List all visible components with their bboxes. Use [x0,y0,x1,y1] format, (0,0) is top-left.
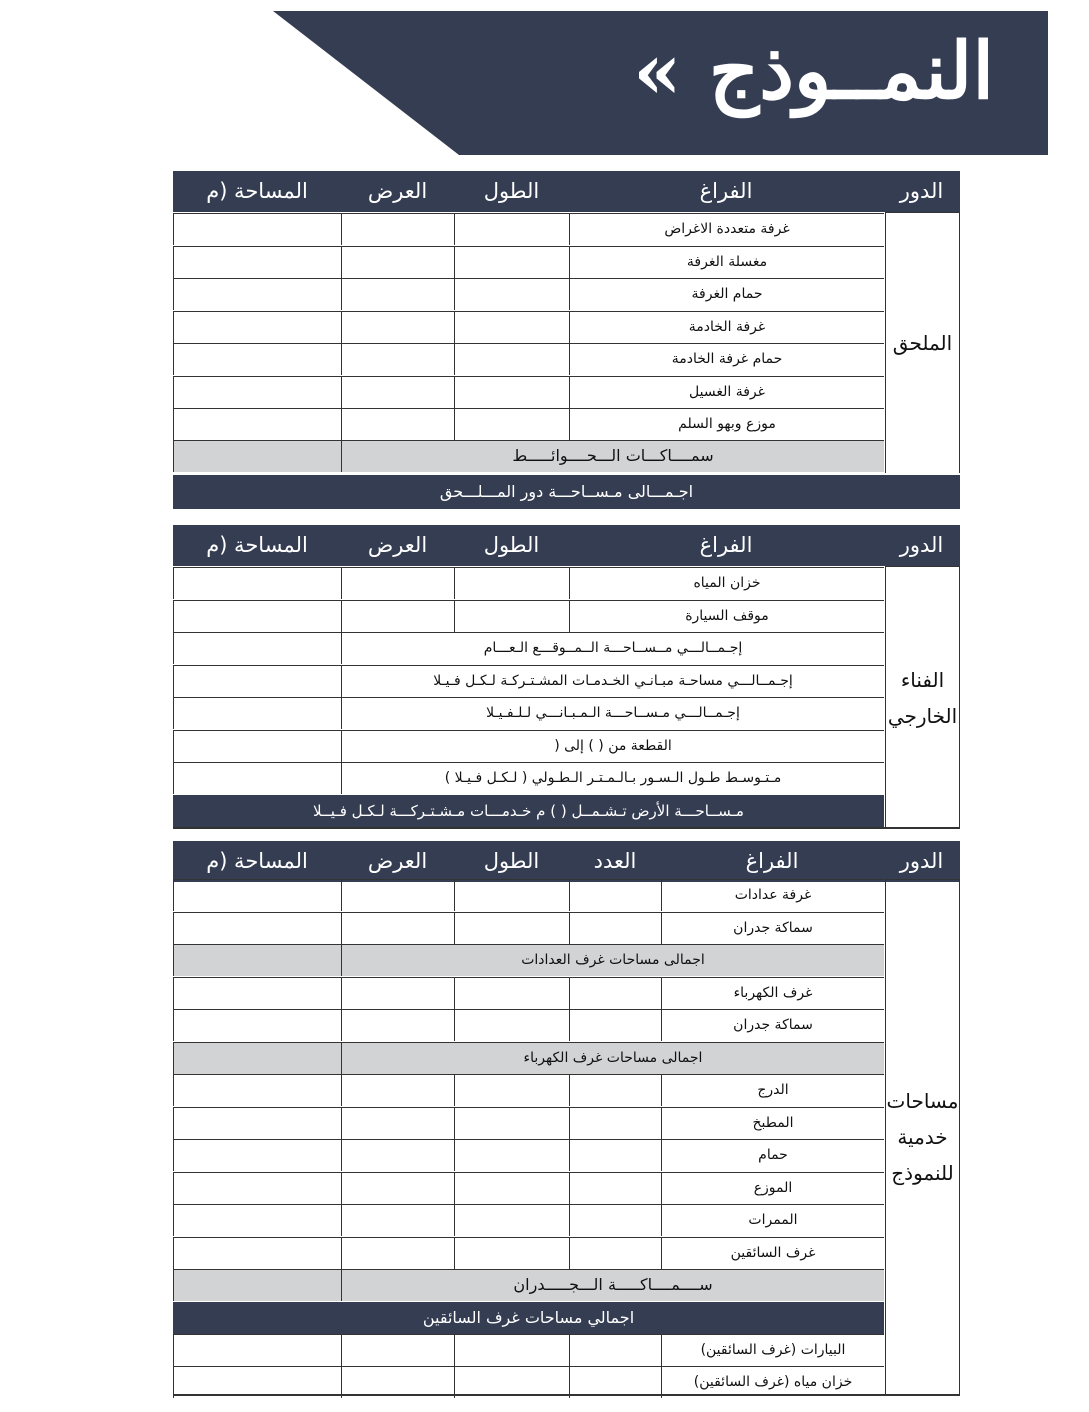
width-cell [341,1334,455,1366]
annex-table [173,171,960,511]
length-cell [454,1074,570,1106]
area-cell [173,311,342,343]
width-cell [341,278,455,310]
header-space: الفراغ [699,179,753,203]
subtotal-row [173,944,884,976]
header-area: المساحة (م [206,849,308,873]
count-cell [569,912,662,944]
length-cell [454,1139,570,1171]
width-cell [341,408,455,440]
count-cell [569,879,662,911]
area-cell [173,440,342,472]
width-cell [341,1107,455,1139]
length-cell [454,1009,570,1041]
count-cell [569,1074,662,1106]
space-label: غرفة الخادمة [569,311,884,343]
width-cell [341,879,455,911]
table-row [173,311,884,343]
table-header [173,525,960,566]
space-label: سماكة جدران [661,1009,884,1041]
space-label: المطبخ [661,1107,884,1139]
summary-row [173,762,884,794]
area-cell [173,1139,342,1171]
area-cell [173,1366,342,1398]
area-cell [173,1204,342,1236]
width-cell [341,311,455,343]
area-cell [173,343,342,375]
table-row [173,246,884,278]
table-row [173,1074,884,1106]
width-cell [341,246,455,278]
space-label: غرف السائقين [661,1237,884,1269]
length-cell [454,1237,570,1269]
table-row [173,1366,884,1398]
space-label: حمام غرفة الخادمة [569,343,884,375]
area-cell [173,912,342,944]
table-header [173,171,960,212]
area-cell [173,632,342,664]
table-row [173,879,884,911]
width-cell [341,1172,455,1204]
header-count: العدد [593,849,637,873]
annex-total: اجـمـــالى مـســاحـــة دور المـــلـــحق [173,475,960,509]
subtotal-label: اجمالى مساحات غرف العدادات [341,944,884,976]
area-cell [173,278,342,310]
width-cell [341,567,455,599]
header-area: المساحة (م [206,533,308,557]
space-label: البيارات (غرف السائقين) [661,1334,884,1366]
width-cell [341,912,455,944]
area-cell [173,1009,342,1041]
floor-annex: الملحق [885,212,960,473]
area-cell [173,879,342,911]
space-label: الدرج [661,1074,884,1106]
table-row [173,567,884,599]
summary-row [173,665,884,697]
header-space: الفراغ [745,849,799,873]
length-cell [454,879,570,911]
length-cell [454,246,570,278]
header-length: الطول [483,179,540,203]
table-row [173,977,884,1009]
area-cell [173,567,342,599]
table-bottom-border [173,827,960,829]
count-cell [569,1237,662,1269]
header-space: الفراغ [699,533,753,557]
length-cell [454,343,570,375]
header-width: العرض [367,849,428,873]
area-cell [173,600,342,632]
table-row [173,1204,884,1236]
length-cell [454,311,570,343]
summary-row [173,730,884,762]
table-row [173,912,884,944]
width-cell [341,1237,455,1269]
table-row [173,1107,884,1139]
count-cell [569,977,662,1009]
area-cell [173,1172,342,1204]
width-cell [341,977,455,1009]
header-width: العرض [367,179,428,203]
area-cell [173,697,342,729]
walls-label: سمــــاكـــات الـــحــــوائـــــط [341,440,884,472]
table-row [173,376,884,408]
count-cell [569,1172,662,1204]
table-row [173,1139,884,1171]
length-cell [454,1366,570,1398]
space-label: خزان المياه [569,567,884,599]
subtotal-row [173,1269,884,1301]
width-cell [341,1009,455,1041]
table-bottom-border [173,1394,960,1396]
subtotal-label: ســــمــــاكـــــة الـــجـــــدران [341,1269,884,1301]
space-label: حمام [661,1139,884,1171]
count-cell [569,1334,662,1366]
width-cell [341,376,455,408]
area-cell [173,246,342,278]
count-cell [569,1204,662,1236]
summary-label: إجـمــالـــي مساحـة مبـانـي الخـدمـات المشـتـركـة لـكـل فـيـلا [341,665,884,697]
space-label: خزان مياه (غرف السائقين) [661,1366,884,1398]
length-cell [454,1107,570,1139]
driver-rooms-total: اجمالي مساحات غرف السائقين [173,1302,884,1334]
width-cell [341,1366,455,1398]
space-label: مغسلة الغرفة [569,246,884,278]
count-cell [569,1366,662,1398]
subtotal-label: اجمالى مساحات غرف الكهرباء [341,1042,884,1074]
summary-row [173,632,884,664]
length-cell [454,278,570,310]
floor-service: مساحات خدمية للنموذج [885,879,960,1394]
width-cell [341,1204,455,1236]
area-cell [173,1237,342,1269]
length-cell [454,912,570,944]
summary-row [173,697,884,729]
table-row [173,1009,884,1041]
width-cell [341,213,455,245]
table-header [173,841,960,882]
summary-label: إجـمــالـــي مـســاحـــة الـمـبـانـــي لـلـفـيـلا [341,697,884,729]
count-cell [569,1107,662,1139]
floor-exterior: الفناء الخارجي [885,566,960,828]
length-cell [454,567,570,599]
area-cell [173,1107,342,1139]
area-cell [173,762,342,794]
header-floor: الدور [899,179,944,203]
subtotal-row [173,1042,884,1074]
area-cell [173,1334,342,1366]
land-area-row: مـســاحـــة الأرض تـشـمــل ( ) م خـدمـــات مـشـتـركـــة لـكـل فـيــلا [173,795,884,827]
space-label: الموزع [661,1172,884,1204]
area-cell [173,213,342,245]
space-label: سماكة جدران [661,912,884,944]
service-table [173,841,960,1396]
space-label: موزع وبهو السلم [569,408,884,440]
area-cell [173,1042,342,1074]
area-cell [173,408,342,440]
exterior-table [173,525,960,830]
count-cell [569,1139,662,1171]
page-title: النمــوذج » [632,26,994,117]
space-label: غرفة الغسيل [569,376,884,408]
area-cell [173,730,342,762]
space-label: غرفة متعددة الاغراض [569,213,884,245]
width-cell [341,600,455,632]
space-label: حمام الغرفة [569,278,884,310]
space-label: الممرات [661,1204,884,1236]
length-cell [454,600,570,632]
space-label: غرفة عدادات [661,879,884,911]
length-cell [454,213,570,245]
area-cell [173,977,342,1009]
header-length: الطول [483,533,540,557]
table-row [173,1172,884,1204]
summary-label: مـتـوسـط طـول الـسـور بـالـمـتـر الـطـولي ( لـكـل فـيـلا ) [341,762,884,794]
length-cell [454,1172,570,1204]
area-cell [173,944,342,976]
width-cell [341,1074,455,1106]
header-floor: الدور [899,849,944,873]
area-cell [173,665,342,697]
space-label: غرف الكهرباء [661,977,884,1009]
length-cell [454,977,570,1009]
header-area: المساحة (م [206,179,308,203]
header-length: الطول [483,849,540,873]
length-cell [454,376,570,408]
table-row [173,213,884,245]
table-row [173,343,884,375]
table-row [173,1237,884,1269]
table-row [173,408,884,440]
area-cell [173,1074,342,1106]
area-cell [173,1269,342,1301]
space-label: موقف السيارة [569,600,884,632]
table-row [173,278,884,310]
header-floor: الدور [899,533,944,557]
table-row [173,600,884,632]
length-cell [454,1334,570,1366]
header-width: العرض [367,533,428,557]
table-row [173,1334,884,1366]
width-cell [341,1139,455,1171]
summary-label: إجـمــالـــي مــســاحـــة الــمــوقـــع الـعـــام [341,632,884,664]
width-cell [341,343,455,375]
summary-label: القطعة من ( ) إلى ( [341,730,884,762]
area-cell [173,376,342,408]
length-cell [454,1204,570,1236]
count-cell [569,1009,662,1041]
walls-row [173,440,884,472]
length-cell [454,408,570,440]
